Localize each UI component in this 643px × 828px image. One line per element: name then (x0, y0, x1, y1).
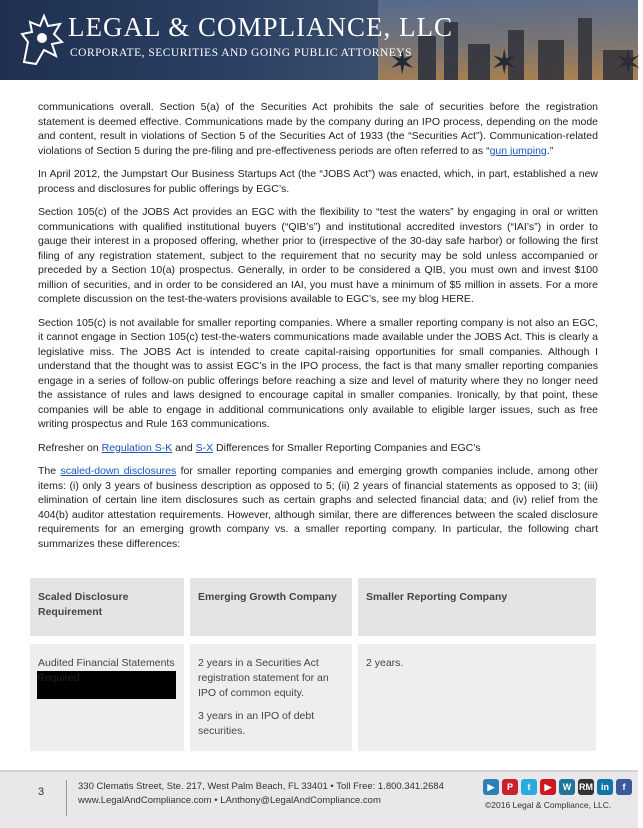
wordpress-icon[interactable]: W (559, 779, 575, 795)
comparison-table (30, 578, 596, 751)
address-line: 330 Clematis Street, Ste. 217, West Palm Beach, FL 33401 • Toll Free: 1.800.341.2684 (78, 781, 444, 792)
egc-requirement-debt: 3 years in an IPO of debt securities. (198, 710, 315, 737)
footer-divider (66, 780, 67, 816)
lion-logo-icon (18, 12, 66, 68)
header-emerging-growth: Emerging Growth Company (198, 591, 337, 603)
header-smaller-reporting: Smaller Reporting Company (366, 591, 508, 603)
social-icons (483, 779, 632, 795)
article-body (38, 100, 598, 560)
youtube-icon[interactable]: ▶ (540, 779, 556, 795)
scaled-down-disclosures-link[interactable]: scaled-down disclosures (60, 465, 177, 477)
linkedin-icon[interactable]: in (597, 779, 613, 795)
src-requirement: 2 years. (366, 657, 404, 669)
paragraph-scaled-disclosures: The scaled-down disclosures for smaller reporting companies and emerging growth companies include, among other items: (i) only 3 years of business description as opposed to 5; (ii) 2 years of financial statements as opposed to 3; (iii) elimination of certain line item disclosures such as certain graphs and selected financial data; and (iv) relief from the 404(b) auditor attestation requirements. However, although similar, there are differences between the scaled disclosure requirements for an emerging growth company vs. a smaller reporting company. In particular, the following chart summarizes these differences: (38, 465, 599, 550)
contact-line[interactable]: www.LegalAndCompliance.com • LAnthony@LegalAndCompliance.com (78, 795, 381, 806)
page-footer (0, 770, 638, 828)
copyright: ©2016 Legal & Compliance, LLC. (485, 800, 612, 810)
paragraph-section-5: communications overall. Section 5(a) of the Securities Act prohibits the sale of securities before the registration statement is deemed effective. Communications made by the company during an IPO process, depending on the mode and content, result in violations of Section 5 of the Securities Act of 1933 (the “Securities Act”). Communication-related violations of Section 5 during the pre-filing and pre-effectiveness periods are often referred to as “gun jumping.” (38, 101, 598, 157)
header-scaled-disclosure: Scaled Disclosure Requirement (38, 591, 129, 618)
requirement-label: Audited Financial Statements (38, 657, 175, 669)
brand-name: LEGAL & COMPLIANCE, LLC (68, 12, 453, 42)
gun-jumping-link[interactable]: gun jumping (489, 144, 547, 157)
paragraph-smaller-reporting: Section 105(c) is not available for smaller reporting companies. Where a smaller reporting company is not also an EGC, it cannot engage in Section 105(c) test-the-waters communications made available under the JOBS Act. This is clearly a legislative miss. The JOBS Act is intended to create capital-raising opportunities for small companies. Although I understand that the thought was to assist EGC’s in the IPO process, the fact is that many smaller reporting companies engage in a series of follow-on public offerings before reaching a size and level of maturity where they no longer need the assistance of rules and laws designed to encourage capital in smaller companies. Ironically, by that point, these companies will be able to engage in additional communications only available to eligible larger issues, such as free writing prospectus and Rule 163 communications. (38, 316, 598, 430)
paragraph-section-105c: Section 105(c) of the JOBS Act provides an EGC with the flexibility to “test the waters” by engaging in oral or written communications with qualified institutional buyers (“QIB’s”) and institutional accredited investors (“IAI’s”) in order to gauge their interest in a proposed offering, whether prior to (irrespective of the 30-day safe harbor) or following the first filing of any registration statement, subject to the requirement that no security may be sold unless accompanied or preceded by a Section 10(a) prospectus. Generally, in order to be considered a QIB, you must own and invest $100 million of securities, and in order to be considered an IAI, you must have a minimum of $5 million in assets. For a more complete discussion on the test-the-waters provisions available to EGC’s, see my blog HERE. (38, 206, 598, 305)
table-row (30, 640, 596, 751)
redacted-block: Required (37, 671, 176, 699)
facebook-icon[interactable]: f (616, 779, 632, 795)
regulation-sk-link[interactable]: Regulation S-K (101, 441, 173, 454)
paragraph-jobs-act: In April 2012, the Jumpstart Our Business Startups Act (the “JOBS Act”) was enacted, which, in part, established a new process and disclosures for public offerings by EGC’s. (38, 168, 598, 195)
page-header (0, 0, 643, 82)
brand-tagline: CORPORATE, SECURITIES AND GOING PUBLIC ATTORNEYS (70, 47, 412, 59)
city-skyline-image: ✶ ✶ ✶ (378, 0, 638, 80)
page-number: 3 (38, 786, 45, 798)
rebelmouse-icon[interactable]: RM (578, 779, 594, 795)
table-header-row (30, 578, 596, 640)
twitter-icon[interactable]: t (521, 779, 537, 795)
egc-requirement-ipo: 2 years in a Securities Act registration statement for an IPO of common equity. (198, 657, 329, 699)
footer-address (78, 780, 444, 808)
sx-link[interactable]: S-X (195, 441, 214, 454)
pinterest-icon[interactable]: P (502, 779, 518, 795)
paragraph-refresher: Refresher on Regulation S-K and S-X Differences for Smaller Reporting Companies and EGC’s (38, 441, 481, 454)
slideshare-icon[interactable]: ▶ (483, 779, 499, 795)
